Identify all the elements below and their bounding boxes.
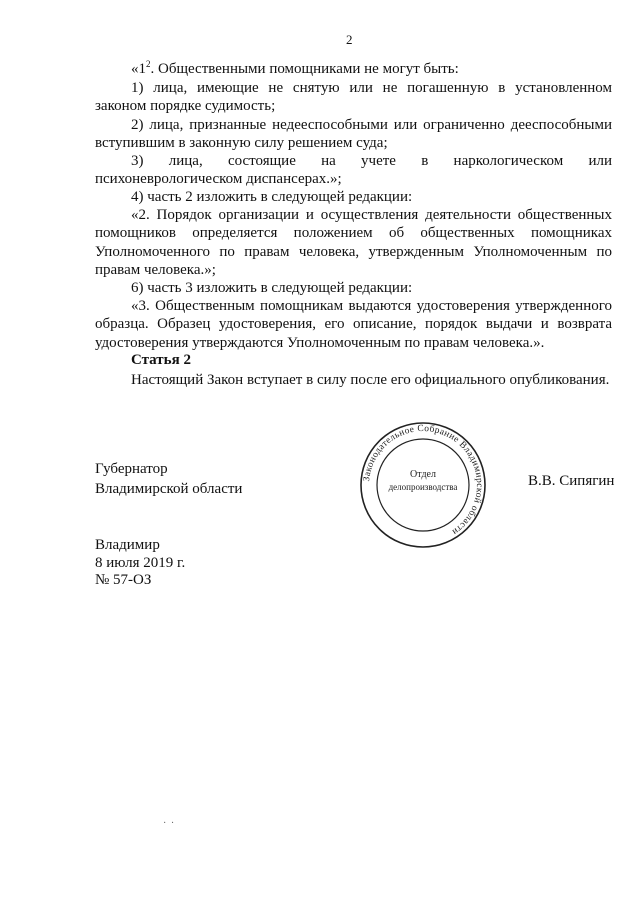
page-number: 2 bbox=[346, 32, 353, 47]
stamp-outer-text: Законодательное Собрание Владимирской области bbox=[362, 423, 485, 537]
signature-name: В.В. Сипягин bbox=[528, 473, 615, 489]
article-text: Настоящий Закон вступает в силу после его официального опубликования. bbox=[131, 372, 610, 388]
signature-position-line2: Владимирской области bbox=[95, 481, 243, 497]
footer-number: № 57-ОЗ bbox=[95, 572, 152, 588]
amendment-6-heading: 6) часть 3 изложить в следующей редакции: bbox=[131, 280, 413, 296]
stamp-inner-line2: делопроизводства bbox=[388, 482, 458, 492]
superscript: 2 bbox=[146, 59, 151, 69]
stamp-inner-line1: Отдел bbox=[410, 469, 436, 480]
list-item-2: 2) лица, признанные недееспособными или ограниченно дееспособными вступившим в законную силу решением суда; bbox=[95, 117, 612, 152]
amendment-6-text: «3. Общественным помощникам выдаются удостоверения утвержденного образца. Образец удостоверения, его описание, порядок выдачи и возврата удостоверения утверждаются Уполномоченным по правам человека.». bbox=[95, 298, 612, 351]
footer-block bbox=[95, 537, 185, 590]
paragraph-intro bbox=[95, 60, 612, 78]
list-item-3: 3) лица, состоящие на учете в наркологическом или психоневрологическом диспансерах.»; bbox=[95, 153, 612, 188]
amendment-4-heading: 4) часть 2 изложить в следующей редакции: bbox=[131, 189, 413, 205]
stamp-seal bbox=[358, 420, 488, 550]
amendment-4-text: «2. Порядок организации и осуществления деятельности общественных помощников определяется положением об общественных помощниках Уполномоченного по правам человека, утвержденным Уполномоченным по правам человека.»; bbox=[95, 207, 612, 278]
signature-position bbox=[95, 459, 242, 499]
footer-date: 8 июля 2019 г. bbox=[95, 554, 186, 571]
paragraph-intro-text: . Общественными помощниками не могут быть: bbox=[150, 61, 459, 77]
list-item-1: 1) лица, имеющие не снятую или не погашенную в установленном законом порядке судимость; bbox=[95, 80, 612, 115]
signature-position-line1: Губернатор bbox=[95, 461, 168, 477]
footer-city: Владимир bbox=[95, 537, 160, 553]
scan-dots: · · bbox=[163, 818, 176, 829]
quote-open-number: «1 bbox=[131, 61, 146, 77]
article-title: Статья 2 bbox=[131, 352, 191, 368]
